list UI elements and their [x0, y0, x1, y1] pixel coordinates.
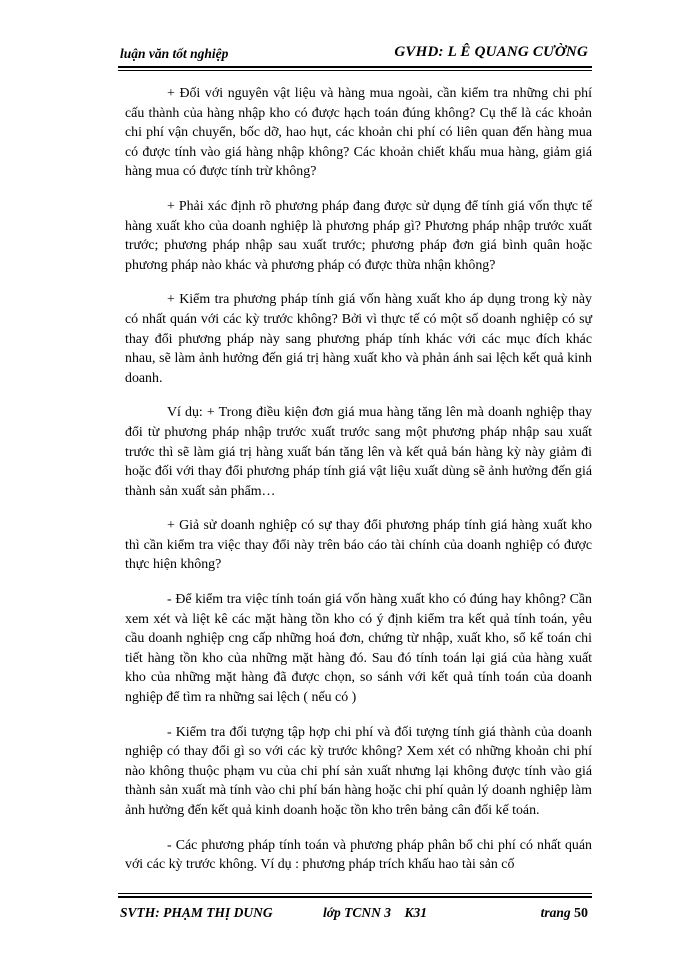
footer-course: K31	[404, 905, 428, 920]
page-footer	[118, 902, 592, 924]
footer-rule-thin	[118, 893, 592, 894]
paragraph-1: + Đối với nguyên vật liệu và hàng mua ngoài, cần kiểm tra những chi phí cấu thành của hàng nhập kho có được hạch toán đúng không? Cụ thể là các khoản chi phí vận chuyển, bốc dỡ, hao hụt, các khoản chi phí có liên quan đến hàng mua có được tính vào giá hàng nhập không? Các khoản chiết khấu mua hàng, giảm giá hàng mua có được tính trừ không?	[125, 86, 592, 180]
footer-student: SVTH: PHẠM THỊ DUNG	[120, 905, 273, 920]
paragraph-2: + Phải xác định rõ phương pháp đang được sử dụng để tính giá vốn thực tế hàng xuất kho của doanh nghiệp là phương pháp gì? Phương pháp nhập trước xuất trước; phương pháp nhập sau xuất trước; phương pháp đơn giá bình quân hoặc phương pháp nào khác và phương pháp có được thừa nhận không?	[125, 198, 592, 273]
footer-class-label: lớp TCNN 3	[323, 905, 391, 920]
footer-page	[541, 905, 588, 922]
footer-rule-thick	[118, 896, 592, 898]
header-rule-thin	[118, 70, 592, 71]
header-thesis-label: luận văn tốt nghiệp	[120, 46, 229, 61]
paragraph-8: - Các phương pháp tính toán và phương pháp phân bổ chi phí có nhất quán với các kỳ trước không. Ví dụ : phương pháp trích khấu hao tài sản cố	[125, 837, 592, 873]
page-header	[118, 40, 590, 66]
paragraph-6: - Để kiểm tra việc tính toán giá vốn hàng xuất kho có đúng hay không? Cần xem xét và liệt kê các mặt hàng tồn kho có ý định kiểm tra kết quả tính toán, yêu cầu doanh nghiệp cng cấp những hoá đơn, chứng từ nhập, xuất kho, sổ kế toán chi tiết hàng tồn kho của những mặt hàng đó. Sau đó tính toán lại giá của hàng xuất kho của những mặt hàng đã được chọn, so sánh với kết quả tính toán của doanh nghiệp để tìm ra những sai lệch ( nếu có )	[125, 592, 592, 706]
paragraph-5: + Giả sử doanh nghiệp có sự thay đổi phương pháp tính giá hàng xuất kho thì cần kiểm tra việc thay đổi này trên báo cáo tài chính của doanh nghiệp có được thực hiện không?	[125, 518, 592, 573]
paragraph-4: Ví dụ: + Trong điều kiện đơn giá mua hàng tăng lên mà doanh nghiệp thay đổi từ phương pháp nhập trước xuất trước sang một phương pháp nhập sau xuất trước thì sẽ làm giá trị hàng xuất bán tăng lên và kết quả bán hàng kỳ này giảm đi hoặc đối với thay đổi phương pháp tính giá vật liệu xuất dùng sẽ ảnh hưởng đến giá thành sản xuất sản phẩm…	[125, 405, 592, 499]
header-advisor: GVHD: L Ê QUANG CƯỜNG	[394, 44, 588, 60]
paragraph-7: - Kiểm tra đối tượng tập hợp chi phí và đối tượng tính giá thành của doanh nghiệp có thay đổi gì so với các kỳ trước không? Xem xét có những khoản chi phí nào không thuộc phạm vu của chi phí sản xuất nhưng lại không được tính vào giá thành sản xuất mà tính vào chi phí bán hàng hoặc chi phí quản lý doanh nghiệp làm ảnh hưởng đến kết quả kinh doanh hoặc tồn kho trên bảng cân đối kế toán.	[125, 724, 592, 818]
paragraph-3: + Kiểm tra phương pháp tính giá vốn hàng xuất kho áp dụng trong kỳ này có nhất quán với các kỳ trước không? Bởi vì thực tế có một số doanh nghiệp có sự thay đổi phương pháp này sang phương pháp tính khác với các mục đích khác nhau, sẽ làm ảnh hưởng đến giá trị hàng xuất kho và phản ánh sai lệch kết quả kinh doanh.	[125, 292, 592, 386]
footer-page-number: 50	[574, 906, 588, 921]
footer-page-label: trang	[540, 905, 571, 920]
header-rule-thick	[118, 66, 592, 68]
footer-class	[323, 905, 427, 921]
body-text	[125, 84, 592, 890]
